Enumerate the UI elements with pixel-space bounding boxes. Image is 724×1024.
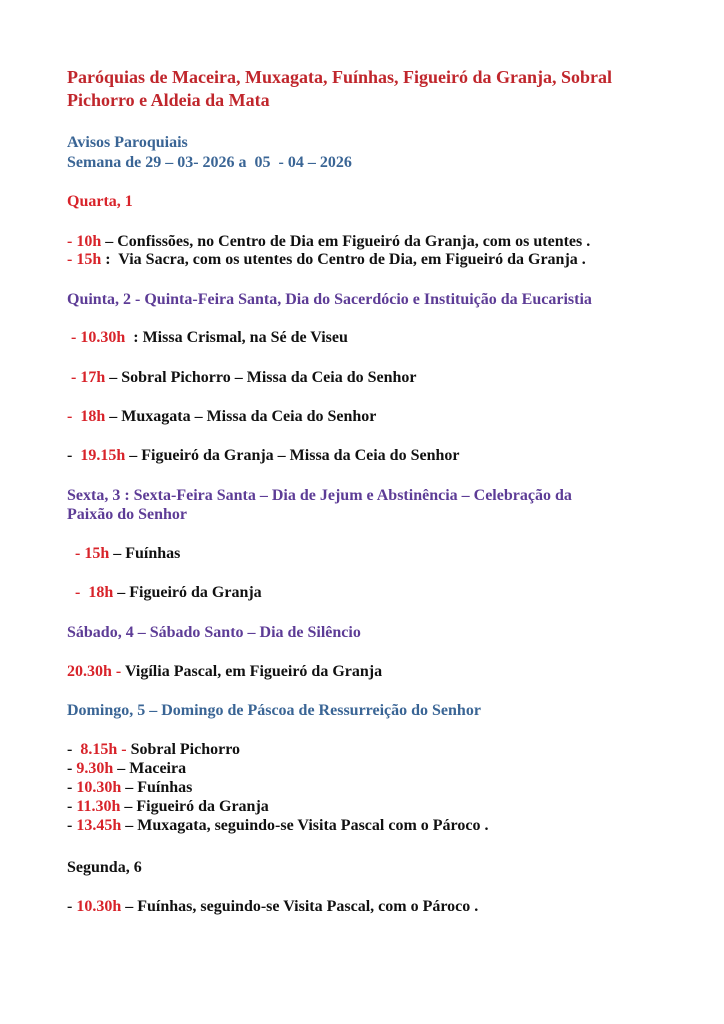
schedule-item	[67, 407, 376, 427]
schedule-item	[67, 232, 590, 252]
schedule-item	[67, 250, 586, 270]
item-prefix: -	[67, 545, 85, 562]
schedule-item	[67, 446, 459, 466]
item-time: 10.30h	[76, 898, 122, 915]
item-text: : Missa Crismal, na Sé de Viseu	[125, 329, 348, 346]
item-time: 15h	[84, 545, 110, 562]
week-range: Semana de 29 – 03- 2026 a 05 - 04 – 2026	[67, 154, 352, 171]
item-prefix: -	[67, 447, 81, 464]
item-prefix: -	[67, 760, 77, 777]
item-time: 9.30h	[76, 760, 114, 777]
item-time: 13.45h	[76, 817, 122, 834]
schedule-item	[67, 816, 488, 836]
item-text: – Fuínhas	[109, 545, 181, 562]
item-prefix: -	[67, 798, 77, 815]
item-prefix: -	[67, 741, 81, 758]
schedule-item	[67, 544, 180, 564]
day-heading-quinta: Quinta, 2 - Quinta-Feira Santa, Dia do Sacerdócio e Instituição da Eucaristia	[67, 291, 592, 308]
item-time: 10.30h	[76, 779, 122, 796]
item-time: 18h	[80, 408, 106, 425]
item-text: – Figueiró da Granja	[113, 584, 262, 601]
document-title-line-1: Paróquias de Maceira, Muxagata, Fuínhas, Figueiró da Granja, Sobral	[67, 67, 613, 87]
item-text: – Fuínhas, seguindo-se Visita Pascal, com o Pároco .	[121, 898, 479, 915]
schedule-item	[67, 897, 478, 917]
document-subtitle: Avisos Paroquiais	[67, 134, 188, 151]
item-text: – Confissões, no Centro de Dia em Figueiró da Granja, com os utentes .	[101, 233, 591, 250]
item-time: 17h	[80, 369, 106, 386]
document-title-line-2: Pichorro e Aldeia da Mata	[67, 90, 270, 110]
item-time: 20.30h -	[67, 663, 122, 680]
day-heading-segunda: Segunda, 6	[67, 859, 142, 876]
item-time: 15h	[76, 251, 102, 268]
item-time: 10.30h	[80, 329, 126, 346]
schedule-item	[67, 583, 262, 603]
item-text: – Muxagata – Missa da Ceia do Senhor	[105, 408, 377, 425]
item-text: – Sobral Pichorro – Missa da Ceia do Senhor	[105, 369, 417, 386]
day-heading-sexta-line-1: Sexta, 3 : Sexta-Feira Santa – Dia de Jejum e Abstinência – Celebração da	[67, 487, 572, 504]
item-prefix: -	[67, 584, 89, 601]
day-heading-domingo: Domingo, 5 – Domingo de Páscoa de Ressurreição do Senhor	[67, 702, 481, 719]
item-prefix: -	[67, 817, 77, 834]
item-text: – Figueiró da Granja – Missa da Ceia do Senhor	[125, 447, 460, 464]
item-text: – Figueiró da Granja	[120, 798, 269, 815]
item-text: – Fuínhas	[121, 779, 193, 796]
schedule-item	[67, 778, 192, 798]
item-text: : Via Sacra, com os utentes do Centro de Dia, em Figueiró da Granja .	[101, 251, 586, 268]
item-text: Vigília Pascal, em Figueiró da Granja	[121, 663, 383, 680]
day-heading-sabado: Sábado, 4 – Sábado Santo – Dia de Silêncio	[67, 624, 361, 641]
item-time: 10h	[76, 233, 102, 250]
item-time: 11.30h	[76, 798, 121, 815]
item-text: – Maceira	[113, 760, 187, 777]
schedule-item	[67, 759, 186, 779]
item-prefix: -	[67, 408, 81, 425]
schedule-item	[67, 368, 417, 388]
schedule-item	[67, 797, 269, 817]
item-prefix: -	[67, 369, 81, 386]
item-prefix: -	[67, 898, 77, 915]
item-prefix: -	[67, 251, 77, 268]
day-heading-sexta-line-2: Paixão do Senhor	[67, 506, 188, 523]
item-prefix: -	[67, 329, 81, 346]
item-prefix: -	[67, 233, 77, 250]
item-text: Sobral Pichorro	[126, 741, 241, 758]
item-time: 19.15h	[80, 447, 126, 464]
schedule-item	[67, 328, 348, 348]
item-text: – Muxagata, seguindo-se Visita Pascal com o Pároco .	[121, 817, 489, 834]
item-time: 18h	[88, 584, 114, 601]
day-heading-quarta: Quarta, 1	[67, 193, 133, 210]
schedule-item	[67, 662, 382, 682]
item-prefix: -	[67, 779, 77, 796]
schedule-item	[67, 740, 240, 760]
item-time: 8.15h -	[80, 741, 127, 758]
